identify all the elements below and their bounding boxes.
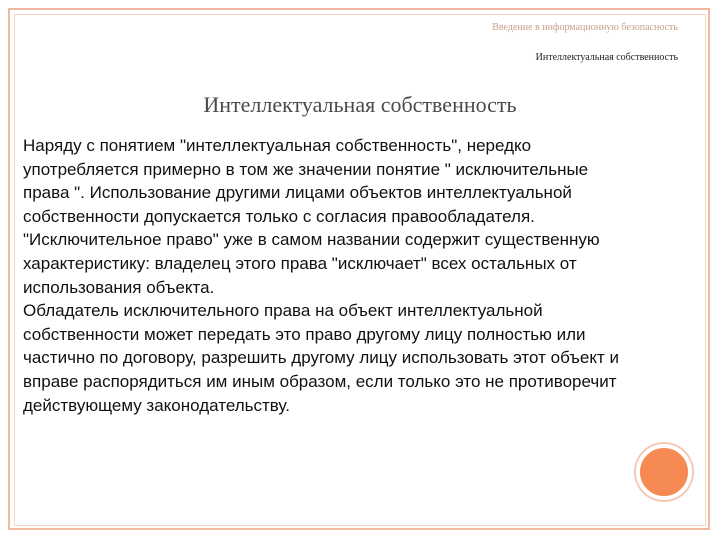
- section-header: Интеллектуальная собственность: [535, 52, 678, 63]
- body-paragraph-2: Обладатель исключительного права на объект интеллектуальной собственности может передать это право другому лицу полностью или частично по договору, разрешить другому лицу использовать этот объект и вправе распорядиться им иным образом, если только это не противоречит действующему законодательству.: [23, 301, 619, 415]
- slide-body: [23, 134, 638, 417]
- slide-title: Интеллектуальная собственность: [203, 92, 517, 117]
- course-header: Введение в информационную безопасность: [492, 22, 678, 33]
- body-paragraph-1: Наряду с понятием "интеллектуальная собственность", нередко употребляется примерно в том же значении понятие " исключительные права ". Использование другими лицами объектов интеллектуальной собственности допускается только с согласия правообладателя. "Исключительное право" уже в самом названии содержит существенную характеристику: владелец этого права "исключает" всех остальных от использования объекта.: [23, 136, 600, 297]
- decorative-circle: [636, 444, 692, 500]
